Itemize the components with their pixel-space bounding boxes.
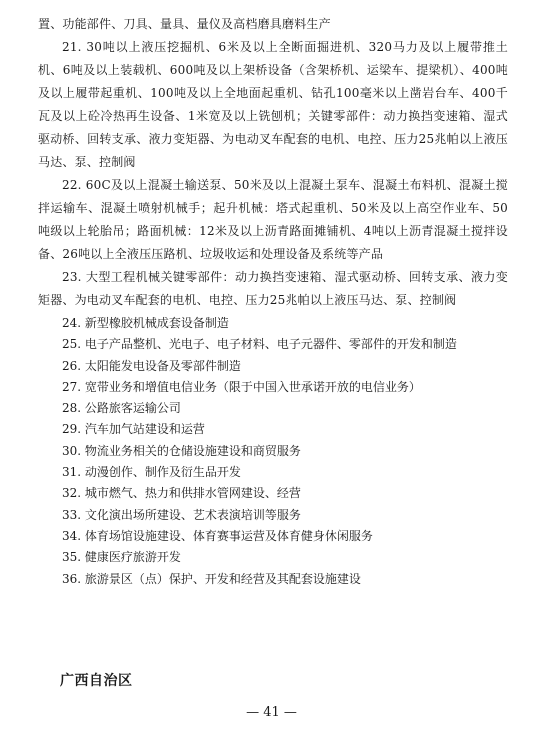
list-item-33: 33. 文化演出场所建设、艺术表演培训等服务 — [62, 507, 301, 522]
list-item-34: 34. 体育场馆设施建设、体育赛事运营及体育健身休闲服务 — [62, 528, 373, 543]
paragraph-item-23: 23. 大型工程机械关键零部件：动力换挡变速箱、湿式驱动桥、回转支承、液力变矩器、为电动叉车配套的电机、电控、压力25兆帕以上液压马达、泵、控制阀 — [38, 270, 508, 307]
page-content — [38, 13, 508, 590]
list-item-28: 28. 公路旅客运输公司 — [62, 401, 181, 416]
list-item-36: 36. 旅游景区（点）保护、开发和经营及其配套设施建设 — [62, 571, 361, 586]
list-item-35: 35. 健康医疗旅游开发 — [62, 550, 181, 565]
page-number: — 41 — — [246, 705, 297, 720]
list-item-27: 27. 宽带业务和增值电信业务（限于中国入世承诺开放的电信业务） — [62, 379, 421, 394]
paragraph-item-21: 21. 30吨以上液压挖掘机、6米及以上全断面掘进机、320马力及以上履带推土机、6吨及以上装载机、600吨及以上架桥设备（含架桥机、运梁车、提梁机）、400吨及以上履带起重机、100吨及以上全地面起重机、钻孔100毫米以上凿岩台车、400千瓦及以上砼冷热再生设备、1米宽及以上铣刨机；关键零部件：动力换挡变速箱、湿式驱动桥、回转支承、液力变矩器、为电动叉车配套的电机、电控、压力25兆帕以上液压马达、泵、控制阀 — [38, 40, 508, 169]
list-item-25: 25. 电子产品整机、光电子、电子材料、电子元器件、零部件的开发和制造 — [62, 337, 457, 352]
list-item-30: 30. 物流业务相关的仓储设施建设和商贸服务 — [62, 443, 301, 458]
list-item-29: 29. 汽车加气站建设和运营 — [62, 422, 205, 437]
paragraph-item-22: 22. 60C及以上混凝土输送泵、50米及以上混凝土泵车、混凝土布料机、混凝土搅拌运输车、混凝土喷射机械手；起升机械：塔式起重机、50米及以上高空作业车、50吨级以上轮胎吊；路面机械：12米及以上沥青路面摊铺机、4吨以上沥青混凝土搅拌设备、26吨以上全液压压路机、垃圾收运和处理设备及系统等产品 — [38, 178, 508, 261]
section-heading: 广西自治区 — [60, 673, 133, 689]
list-item-31: 31. 动漫创作、制作及衍生品开发 — [62, 465, 241, 480]
list-item-24: 24. 新型橡胶机械成套设备制造 — [62, 316, 229, 330]
list-item-32: 32. 城市燃气、热力和供排水管网建设、经营 — [62, 486, 301, 501]
paragraph-continued: 置、功能部件、刀具、量具、量仪及高档磨具磨料生产 — [38, 17, 331, 31]
list-item-26: 26. 太阳能发电设备及零部件制造 — [62, 358, 241, 373]
